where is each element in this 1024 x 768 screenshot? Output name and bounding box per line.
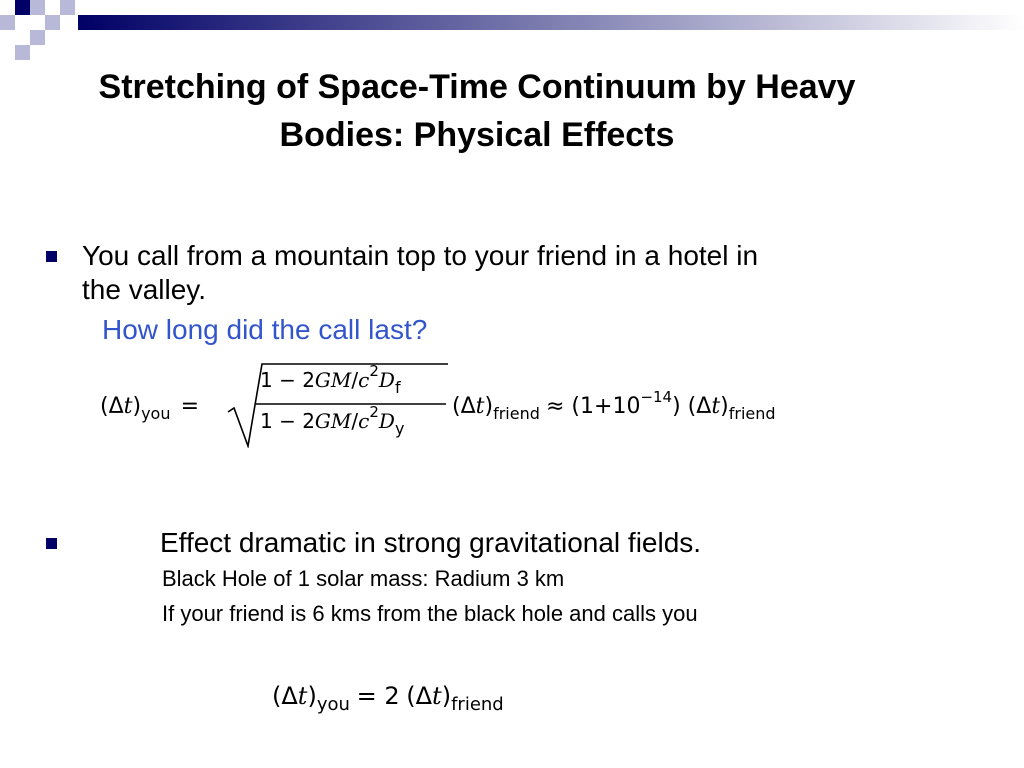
bullet2-detail2: If your friend is 6 kms from the black hole and calls you bbox=[162, 601, 698, 626]
eq1-exponent: −14 bbox=[640, 388, 673, 406]
eq2-lhs-subscript: you bbox=[316, 694, 350, 715]
slide-title-line2: Bodies: Physical Effects bbox=[279, 116, 675, 154]
equation-1-numerator: $1 - 2GM/c^2D_f$ bbox=[260, 362, 401, 397]
equation-1-denominator: $1 - 2GM/c^2D_y$ bbox=[260, 403, 405, 438]
eq1-rhs-subscript: friend bbox=[728, 404, 776, 423]
eq1-numerator-subscript: f bbox=[394, 378, 401, 397]
equation-1-rhs: $(\Delta t)_{friend} \approx (1+10^{-14})$ $(\Delta t)_{friend}$ bbox=[452, 388, 776, 423]
bullet2-detail1: Black Hole of 1 solar mass: Radium 3 km bbox=[162, 566, 565, 591]
eq1-factor-subscript: friend bbox=[493, 404, 540, 423]
slide-title-line1: Stretching of Space-Time Continuum by Heavy bbox=[98, 68, 856, 106]
bullet1-question: How long did the call last? bbox=[102, 314, 428, 345]
bullet1-text-line1: You call from a mountain top to your friend in a hotel in bbox=[82, 240, 759, 271]
bullet2-text: Effect dramatic in strong gravitational fields. bbox=[160, 527, 702, 558]
bullet-marker-2 bbox=[46, 538, 57, 549]
eq2-rhs-subscript: friend bbox=[451, 694, 504, 715]
eq2-coefficient: 2 bbox=[384, 682, 400, 710]
eq1-denominator-subscript: y bbox=[394, 419, 405, 438]
bullet1-text-line2: the valley. bbox=[82, 274, 206, 305]
equation-1-lhs: $(\Delta t)_{you}$ = bbox=[100, 394, 200, 423]
eq1-lhs-subscript: you bbox=[141, 404, 171, 423]
equation-2: $(\Delta t)_{you} = 2$ $(\Delta t)_{friend}$ bbox=[272, 682, 504, 715]
header-decoration bbox=[0, 0, 1024, 62]
bullet-marker-1 bbox=[46, 251, 57, 262]
